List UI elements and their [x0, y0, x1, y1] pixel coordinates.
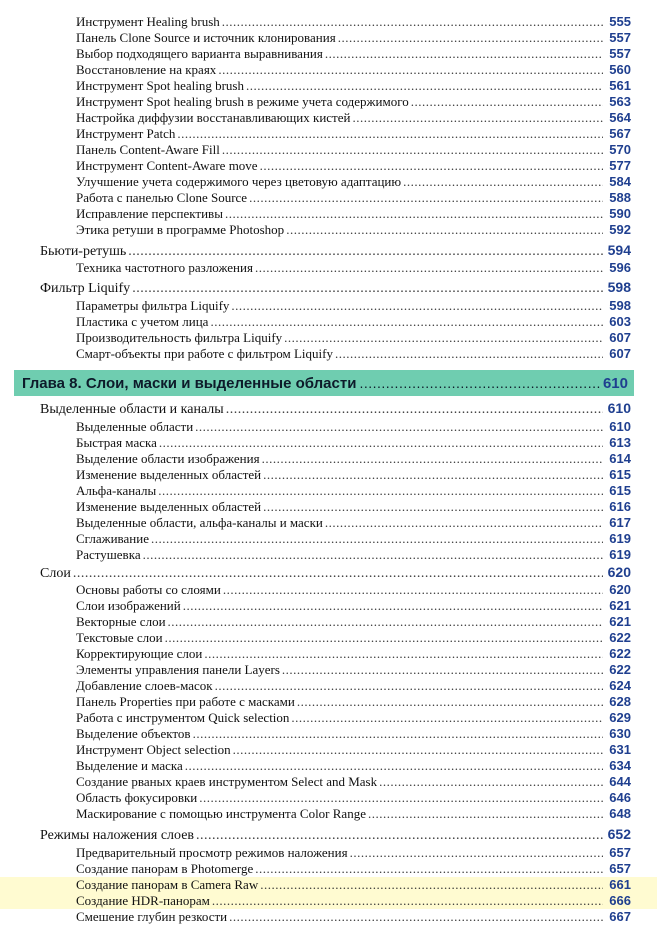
- toc-entry[interactable]: [0, 845, 657, 861]
- toc-page-number: 619: [609, 531, 631, 546]
- toc-entry[interactable]: [0, 62, 657, 78]
- toc-entry-title: Слои изображений: [76, 598, 181, 613]
- toc-page-number: 646: [609, 790, 631, 805]
- toc-section-beauty[interactable]: [0, 242, 657, 258]
- toc-entry[interactable]: [0, 142, 657, 158]
- toc-entry-title: Выделение области изображения: [76, 451, 260, 466]
- leader-dots: [262, 451, 603, 467]
- toc-section-blend-modes[interactable]: [0, 826, 657, 842]
- toc-page-number: 615: [609, 483, 631, 498]
- toc-page-number: 607: [609, 330, 631, 345]
- leader-dots: [168, 614, 603, 630]
- toc-entry-title: Восстановление на краях: [76, 62, 217, 77]
- toc-page-number: 567: [609, 126, 631, 141]
- toc-page-number: 622: [609, 662, 631, 677]
- leader-dots: [359, 375, 600, 391]
- toc-page-number: 614: [609, 451, 631, 466]
- toc-entry[interactable]: [0, 222, 657, 238]
- leader-dots: [215, 678, 603, 694]
- leader-dots: [352, 110, 603, 126]
- toc-entry-title: Элементы управления панели Layers: [76, 662, 280, 677]
- leader-dots: [196, 828, 603, 844]
- toc-page-number: 584: [609, 174, 631, 189]
- leader-dots: [143, 547, 603, 563]
- toc-page-number: 620: [607, 564, 631, 580]
- toc-entry-title: Создание рваных краев инструментом Select and Mask: [76, 774, 378, 789]
- leader-dots: [246, 78, 603, 94]
- toc-page-number: 596: [609, 260, 631, 275]
- toc-entry-title: Смарт-объекты при работе с фильтром Liquify: [76, 346, 333, 361]
- toc-entry[interactable]: [0, 467, 657, 483]
- toc-entry[interactable]: [0, 861, 657, 877]
- toc-entry-title: Панель Clone Source и источник клонирования: [76, 30, 336, 45]
- toc-page-number: 560: [609, 62, 631, 77]
- toc-entry[interactable]: [0, 435, 657, 451]
- toc-entry-title: Инструмент Content-Aware move: [76, 158, 258, 173]
- leader-dots: [260, 877, 603, 893]
- toc-page-number: 644: [609, 774, 631, 789]
- toc-page-number: 622: [609, 630, 631, 645]
- toc-entry-title: Инструмент Patch: [76, 126, 176, 141]
- toc-entry[interactable]: [0, 598, 657, 614]
- toc-entry[interactable]: [0, 694, 657, 710]
- chapter-page-number: 610: [602, 374, 628, 392]
- leader-dots: [411, 94, 603, 110]
- toc-entry-title: Параметры фильтра Liquify: [76, 298, 230, 313]
- leader-dots: [177, 126, 603, 142]
- toc-entry[interactable]: [0, 806, 657, 822]
- toc-entry[interactable]: [0, 483, 657, 499]
- leader-dots: [226, 402, 603, 418]
- toc-page-number: 667: [609, 909, 631, 924]
- toc-entry-title: Векторные слои: [76, 614, 166, 629]
- toc-entry[interactable]: [0, 419, 657, 435]
- toc-entry-title: Изменение выделенных областей: [76, 467, 262, 482]
- toc-entry-title: Альфа-каналы: [76, 483, 157, 498]
- toc-page-number: 613: [609, 435, 631, 450]
- toc-entry-title: Текстовые слои: [76, 630, 163, 645]
- toc-page-number: 570: [609, 142, 631, 157]
- leader-dots: [260, 158, 603, 174]
- toc-entry-highlighted[interactable]: [0, 893, 657, 909]
- leader-dots: [193, 726, 603, 742]
- toc-page-number: 661: [609, 877, 631, 892]
- toc-entry[interactable]: [0, 515, 657, 531]
- toc-page-number: 621: [609, 614, 631, 629]
- toc-entry[interactable]: [0, 758, 657, 774]
- toc-entry[interactable]: [0, 742, 657, 758]
- toc-entry-title: Изменение выделенных областей: [76, 499, 262, 514]
- toc-entry-title: Инструмент Spot healing brush в режиме учета содержимого: [76, 94, 409, 109]
- leader-dots: [229, 909, 603, 925]
- chapter-title: Глава 8. Слои, маски и выделенные области: [22, 374, 357, 392]
- toc-entry[interactable]: [0, 174, 657, 190]
- toc-page-number: 590: [609, 206, 631, 221]
- leader-dots: [212, 893, 603, 909]
- toc-entry-title: Инструмент Spot healing brush: [76, 78, 244, 93]
- toc-entry-title: Создание HDR-панорам: [76, 893, 210, 908]
- toc-entry[interactable]: [0, 314, 657, 330]
- toc-page-number: 657: [609, 845, 631, 860]
- toc-entry-title: Выделение объектов: [76, 726, 191, 741]
- toc-section-selections[interactable]: [0, 400, 657, 416]
- leader-dots: [284, 330, 603, 346]
- toc-entry[interactable]: [0, 14, 657, 30]
- toc-entry-title: Работа с инструментом Quick selection: [76, 710, 290, 725]
- toc-entry[interactable]: [0, 126, 657, 142]
- toc-entry-title: Растушевка: [76, 547, 141, 562]
- toc-entry[interactable]: [0, 206, 657, 222]
- leader-dots: [151, 531, 603, 547]
- toc-page-number: 630: [609, 726, 631, 741]
- leader-dots: [338, 30, 603, 46]
- toc-page-number: 610: [609, 419, 631, 434]
- toc-entry-title: Выделенные области, альфа-каналы и маски: [76, 515, 323, 530]
- toc-page-number: 652: [607, 826, 631, 842]
- leader-dots: [403, 174, 603, 190]
- toc-entry-title: Панель Properties при работе с масками: [76, 694, 295, 709]
- leader-dots: [249, 190, 603, 206]
- toc-page-number: 588: [609, 190, 631, 205]
- toc-entry-title: Создание панорам в Camera Raw: [76, 877, 259, 892]
- leader-dots: [158, 483, 603, 499]
- toc-entry[interactable]: [0, 110, 657, 126]
- toc-entry[interactable]: [0, 790, 657, 806]
- toc-entry-title: Инструмент Object selection: [76, 742, 231, 757]
- toc-section-title: Режимы наложения слоев: [40, 828, 195, 843]
- toc-page-number: 624: [609, 678, 631, 693]
- toc-entry[interactable]: [0, 30, 657, 46]
- toc-entry[interactable]: [0, 710, 657, 726]
- leader-dots: [325, 515, 603, 531]
- toc-page-number: 666: [609, 893, 631, 908]
- toc-entry[interactable]: [0, 630, 657, 646]
- toc-entry[interactable]: [0, 547, 657, 563]
- toc-section-title: Выделенные области и каналы: [40, 402, 224, 417]
- toc-page-number: 617: [609, 515, 631, 530]
- toc-page-number: 648: [609, 806, 631, 821]
- toc-entry[interactable]: [0, 46, 657, 62]
- leader-dots: [255, 260, 603, 276]
- leader-dots: [183, 598, 603, 614]
- leader-dots: [297, 694, 603, 710]
- toc-page-number: 616: [609, 499, 631, 514]
- toc-page-number: 598: [609, 298, 631, 313]
- toc-entry[interactable]: [0, 646, 657, 662]
- toc-page-number: 603: [609, 314, 631, 329]
- toc-entry-title: Основы работы со слоями: [76, 582, 221, 597]
- toc-entry[interactable]: [0, 499, 657, 515]
- leader-dots: [199, 790, 603, 806]
- toc-page-number: 592: [609, 222, 631, 237]
- toc-page-number: 607: [609, 346, 631, 361]
- toc-entry-title: Создание панорам в Photomerge: [76, 861, 254, 876]
- leader-dots: [233, 742, 603, 758]
- leader-dots: [263, 499, 603, 515]
- toc-page-number: 657: [609, 861, 631, 876]
- toc-entry-title: Быстрая маска: [76, 435, 157, 450]
- leader-dots: [379, 774, 603, 790]
- toc-entry-title: Панель Content-Aware Fill: [76, 142, 220, 157]
- leader-dots: [335, 346, 603, 362]
- toc-page-number: 629: [609, 710, 631, 725]
- toc-entry-title: Смешение глубин резкости: [76, 909, 228, 924]
- leader-dots: [218, 62, 603, 78]
- leader-dots: [231, 298, 603, 314]
- toc-section-title: Фильтр Liquify: [40, 281, 131, 296]
- toc-page-number: 555: [609, 14, 631, 29]
- chapter-heading[interactable]: [14, 370, 634, 396]
- leader-dots: [282, 662, 603, 678]
- toc-entry[interactable]: [0, 330, 657, 346]
- toc-page-number: 620: [609, 582, 631, 597]
- toc-entry-title: Этика ретуши в программе Photoshop: [76, 222, 285, 237]
- toc-page-number: 610: [607, 400, 631, 416]
- leader-dots: [128, 244, 603, 260]
- toc-section-title: Слои: [40, 566, 71, 581]
- toc-page-number: 561: [609, 78, 631, 93]
- leader-dots: [222, 142, 603, 158]
- toc-entry-title: Выделенные области: [76, 419, 194, 434]
- toc-entry-title: Предварительный просмотр режимов наложения: [76, 845, 348, 860]
- toc-section-title: Бьюти-ретушь: [40, 244, 127, 259]
- toc-entry-title: Работа с панелью Clone Source: [76, 190, 248, 205]
- toc-entry[interactable]: [0, 614, 657, 630]
- leader-dots: [368, 806, 603, 822]
- leader-dots: [210, 314, 603, 330]
- toc-page-number: 634: [609, 758, 631, 773]
- toc-entry[interactable]: [0, 298, 657, 314]
- toc-entry[interactable]: [0, 451, 657, 467]
- toc-entry-title: Сглаживание: [76, 531, 149, 546]
- toc-page-number: 621: [609, 598, 631, 613]
- toc-entry-highlighted[interactable]: [0, 877, 657, 893]
- toc-entry-title: Добавление слоев-масок: [76, 678, 213, 693]
- toc-page-number: 615: [609, 467, 631, 482]
- leader-dots: [225, 206, 603, 222]
- leader-dots: [350, 845, 603, 861]
- toc-page-number: 557: [609, 46, 631, 61]
- toc-section-layers[interactable]: [0, 564, 657, 580]
- toc-page-number: 563: [609, 94, 631, 109]
- toc-page-number: 598: [607, 279, 631, 295]
- toc-entry-title: Техника частотного разложения: [76, 260, 253, 275]
- toc-entry[interactable]: [0, 774, 657, 790]
- leader-dots: [195, 419, 603, 435]
- leader-dots: [73, 566, 603, 582]
- toc-section-liquify[interactable]: [0, 279, 657, 295]
- leader-dots: [185, 758, 603, 774]
- toc-entry[interactable]: [0, 909, 657, 925]
- toc-entry[interactable]: [0, 260, 657, 276]
- toc-entry-title: Производительность фильтра Liquify: [76, 330, 283, 345]
- toc-page-number: 557: [609, 30, 631, 45]
- leader-dots: [291, 710, 603, 726]
- toc-page-number: 631: [609, 742, 631, 757]
- leader-dots: [325, 46, 603, 62]
- toc-entry[interactable]: [0, 190, 657, 206]
- leader-dots: [159, 435, 603, 451]
- toc-page-number: 577: [609, 158, 631, 173]
- leader-dots: [204, 646, 603, 662]
- toc-entry[interactable]: [0, 94, 657, 110]
- toc-entry[interactable]: [0, 531, 657, 547]
- toc-entry-title: Пластика с учетом лица: [76, 314, 209, 329]
- leader-dots: [222, 14, 603, 30]
- toc-entry-title: Инструмент Healing brush: [76, 14, 220, 29]
- toc-entry[interactable]: [0, 678, 657, 694]
- toc-entry[interactable]: [0, 346, 657, 362]
- toc-page-number: 564: [609, 110, 631, 125]
- toc-page-number: 628: [609, 694, 631, 709]
- toc-entry[interactable]: [0, 582, 657, 598]
- toc-entry-title: Выбор подходящего варианта выравнивания: [76, 46, 323, 61]
- leader-dots: [132, 281, 603, 297]
- toc-page-number: 622: [609, 646, 631, 661]
- leader-dots: [263, 467, 603, 483]
- toc-entry[interactable]: [0, 726, 657, 742]
- toc-entry-title: Исправление перспективы: [76, 206, 223, 221]
- toc-entry[interactable]: [0, 158, 657, 174]
- toc-page-number: 619: [609, 547, 631, 562]
- toc-entry-title: Область фокусировки: [76, 790, 198, 805]
- leader-dots: [223, 582, 603, 598]
- toc-page-number: 594: [607, 242, 631, 258]
- leader-dots: [255, 861, 603, 877]
- toc-entry-title: Улучшение учета содержимого через цветовую адаптацию: [76, 174, 402, 189]
- toc-entry-title: Настройка диффузии восстанавливающих кистей: [76, 110, 351, 125]
- toc-entry[interactable]: [0, 662, 657, 678]
- toc-entry[interactable]: [0, 78, 657, 94]
- toc-entry-title: Маскирование с помощью инструмента Color Range: [76, 806, 366, 821]
- toc-entry-title: Выделение и маска: [76, 758, 183, 773]
- leader-dots: [165, 630, 603, 646]
- leader-dots: [286, 222, 603, 238]
- toc-entry-title: Корректирующие слои: [76, 646, 203, 661]
